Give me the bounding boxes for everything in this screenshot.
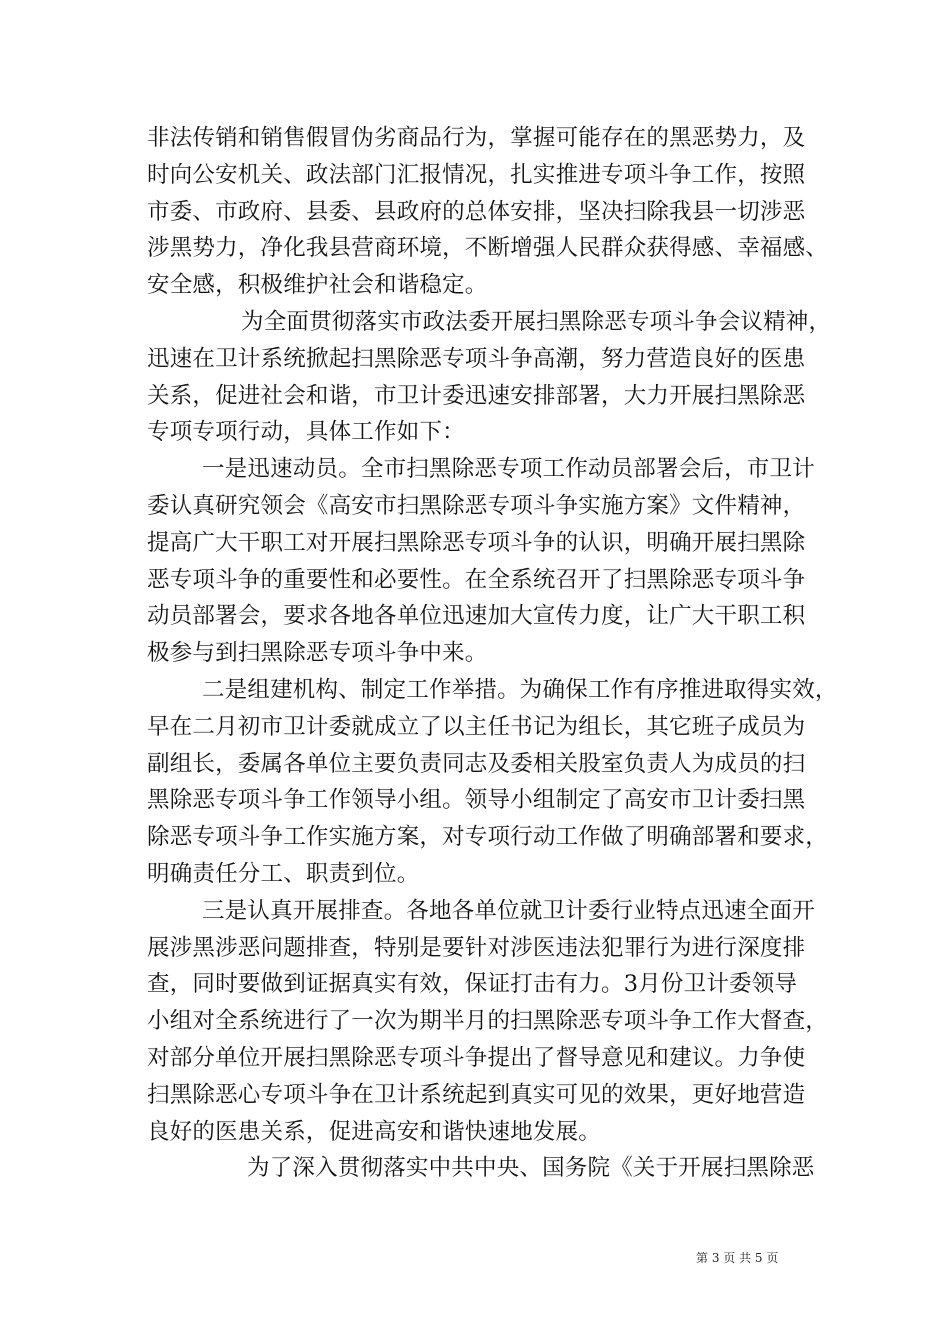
text-line: 市委、市政府、县委、县政府的总体安排，坚决扫除我县一切涉恶 — [147, 198, 806, 225]
text-line: 恶专项斗争的重要性和必要性。在全系统召开了扫黑除恶专项斗争 — [147, 566, 806, 593]
text-line: 良好的医患关系，促进高安和谐快速地发展。 — [147, 1118, 602, 1145]
text-line: 专项专项行动，具体工作如下： — [147, 419, 465, 446]
text-line: 委认真研究领会《高安市扫黑除恶专项斗争实施方案》文件精神， — [147, 492, 806, 519]
text-line: 查，同时要做到证据真实有效，保证打击有力。3月份卫计委领导 — [147, 971, 798, 998]
text-line: 明确责任分工、职责到位。 — [147, 860, 420, 887]
page-number: 第 3 页 共 5 页 — [696, 1251, 779, 1265]
text-line: 安全感，积极维护社会和谐稳定。 — [147, 272, 488, 299]
text-line: 时向公安机关、政法部门汇报情况，扎实推进专项斗争工作，按照 — [147, 161, 806, 188]
text-line: 扫黑除恶心专项斗争在卫计系统起到真实可见的效果，更好地营造 — [147, 1081, 806, 1108]
paragraph-start-line: 二是组建机构、制定工作举措。为确保工作有序推进取得实效， — [202, 676, 838, 703]
text-line: 早在二月初市卫计委就成立了以主任书记为组长，其它班子成员为 — [147, 713, 806, 740]
text-line: 极参与到扫黑除恶专项斗争中来。 — [147, 640, 488, 667]
text-line: 对部分单位开展扫黑除恶专项斗争提出了督导意见和建议。力争使 — [147, 1044, 806, 1071]
text-line: 涉黑势力，净化我县营商环境，不断增强人民群众获得感、幸福感、 — [147, 235, 829, 262]
paragraph-start-line: 三是认真开展排查。各地各单位就卫计委行业特点迅速全面开 — [202, 897, 815, 924]
text-line: 副组长，委属各单位主要负责同志及委相关股室负责人为成员的扫 — [147, 750, 806, 777]
text-line: 动员部署会，要求各地各单位迅速加大宣传力度，让广大干职工积 — [147, 603, 806, 630]
document-body — [147, 120, 838, 1187]
text-line: 展涉黑涉恶问题排查，特别是要针对涉医违法犯罪行为进行深度排 — [147, 934, 806, 961]
text-line: 迅速在卫计系统掀起扫黑除恶专项斗争高潮，努力营造良好的医患 — [147, 345, 806, 372]
paragraph-start-line: 为了深入贯彻落实中共中央、国务院《关于开展扫黑除恶 — [247, 1155, 815, 1182]
text-line: 提高广大干职工对开展扫黑除恶专项斗争的认识，明确开展扫黑除 — [147, 529, 806, 556]
text-line: 黑除恶专项斗争工作领导小组。领导小组制定了高安市卫计委扫黑 — [147, 787, 806, 814]
paragraph-start-line: 一是迅速动员。全市扫黑除恶专项工作动员部署会后，市卫计 — [202, 456, 815, 483]
paragraph-start-line: 为全面贯彻落实市政法委开展扫黑除恶专项斗争会议精神， — [241, 308, 832, 335]
text-line: 非法传销和销售假冒伪劣商品行为，掌握可能存在的黑恶势力，及 — [147, 125, 806, 151]
text-line: 关系，促进社会和谐，市卫计委迅速安排部署，大力开展扫黑除恶 — [147, 382, 806, 409]
text-line: 小组对全系统进行了一次为期半月的扫黑除恶专项斗争工作大督查， — [147, 1008, 829, 1035]
text-line: 除恶专项斗争工作实施方案，对专项行动工作做了明确部署和要求， — [147, 824, 829, 851]
